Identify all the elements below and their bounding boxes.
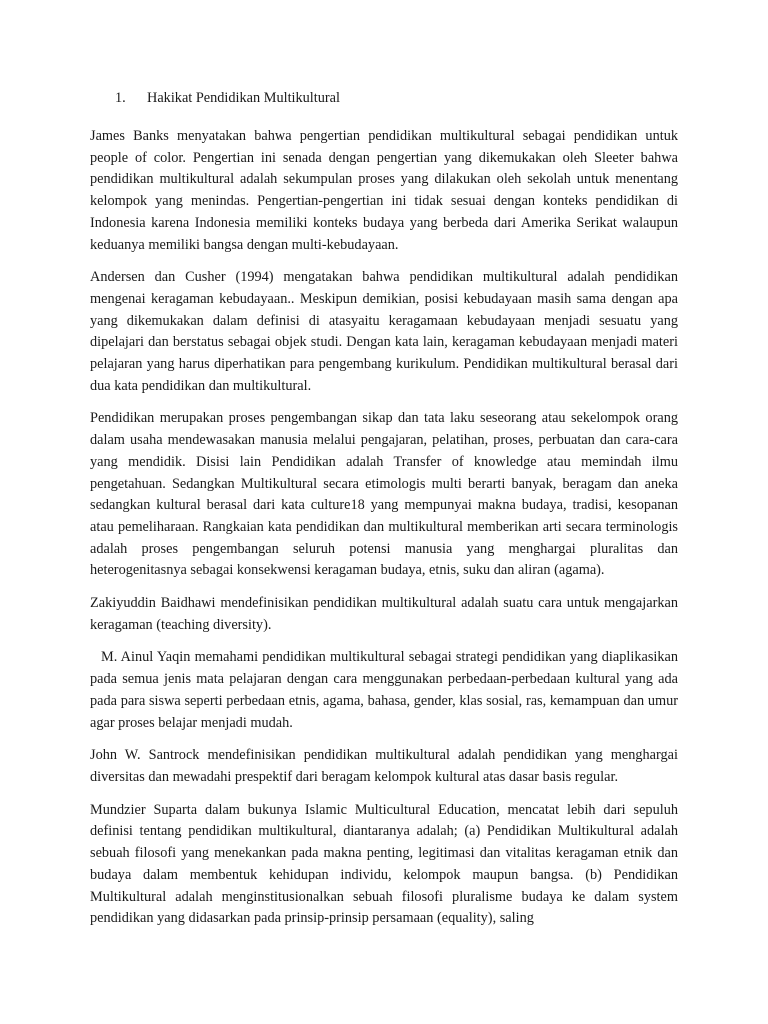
heading-number: 1. xyxy=(115,90,126,106)
paragraph-james-banks: James Banks menyatakan bahwa pengertian pendidikan multikultural sebagai pendidikan untuk people of color. Pengertian ini senada dengan pengertian yang dikemukakan oleh Sleeter bahwa pendidikan multikultural adalah sekumpulan proses yang dilakukan oleh sekolah untuk menentang kelompok yang menindas. Pengertian-pengertian ini tidak sesuai dengan konteks pendidikan di Indonesia karena Indonesia memiliki konteks budaya yang berbeda dari Amerika Serikat walaupun keduanya memiliki bangsa dengan multi-kebudayaan. xyxy=(90,128,678,253)
section-heading xyxy=(90,88,678,108)
paragraph-ainul-yaqin: M. Ainul Yaqin memahami pendidikan multikultural sebagai strategi pendidikan yang diaplikasikan pada semua jenis mata pelajaran dengan cara menggunakan perbedaan-perbedaan kultural yang ada pada para siswa seperti perbedaan etnis, agama, bahasa, gender, klas sosial, ras, kemampuan dan umur agar proses belajar menjadi mudah. xyxy=(90,649,678,731)
document-page xyxy=(90,88,678,941)
paragraph-andersen-cusher: Andersen dan Cusher (1994) mengatakan bahwa pendidikan multikultural adalah pendidikan mengenai keragaman kebudayaan.. Meskipun demikian, posisi kebudayaan masih sama dengan apa yang dikemukakan dalam definisi di atasyaitu keragamaan kebudayaan menjadi sesuatu yang dipelajari dan berstatus sebagai objek studi. Dengan kata lain, keragaman kebudayaan menjadi materi pelajaran yang harus diperhatikan para pengembang kurikulum. Pendidikan multikultural berasal dari dua kata pendidikan dan multikultural. xyxy=(90,269,678,394)
heading-title: Hakikat Pendidikan Multikultural xyxy=(147,90,340,106)
paragraph-santrock: John W. Santrock mendefinisikan pendidikan multikultural adalah pendidikan yang menghargai diversitas dan mewadahi prespektif dari beragam kelompok kultural atas dasar basis regular. xyxy=(90,747,678,785)
paragraph-zakiyuddin: Zakiyuddin Baidhawi mendefinisikan pendidikan multikultural adalah suatu cara untuk mengajarkan keragaman (teaching diversity). xyxy=(90,595,678,633)
paragraph-mundzier-suparta: Mundzier Suparta dalam bukunya Islamic Multicultural Education, mencatat lebih dari sepuluh definisi tentang pendidikan multikultural, diantaranya adalah; (a) Pendidikan Multikultural adalah sebuah filosofi yang menekankan pada makna penting, legitimasi dan vitalitas keragaman etnik dan budaya dalam membentuk kehidupan individu, kelompok maupun bangsa. (b) Pendidikan Multikultural adalah menginstitusionalkan sebuah filosofi pluralisme budaya ke dalam system pendidikan yang didasarkan pada prinsip-prinsip persamaan (equality), saling xyxy=(90,801,678,927)
paragraph-pendidikan-definisi: Pendidikan merupakan proses pengembangan sikap dan tata laku seseorang atau sekelompok orang dalam usaha mendewasakan manusia melalui pengajaran, pelatihan, proses, perbuatan dan cara-cara yang mendidik. Disisi lain Pendidikan adalah Transfer of knowledge atau memindah ilmu pengetahuan. Sedangkan Multikultural secara etimologis multi berarti banyak, beragam dan aneka sedangkan kultural berasal dari kata culture18 yang mempunyai makna budaya, tradisi, kesopanan atau pemeliharaan. Rangkaian kata pendidikan dan multikultural memberikan arti secara terminologis adalah proses pengembangan seluruh potensi manusia yang menghargai pluralitas dan heterogenitasnya sebagai konsekwensi keragaman budaya, etnis, suku dan aliran (agama). xyxy=(90,410,678,579)
